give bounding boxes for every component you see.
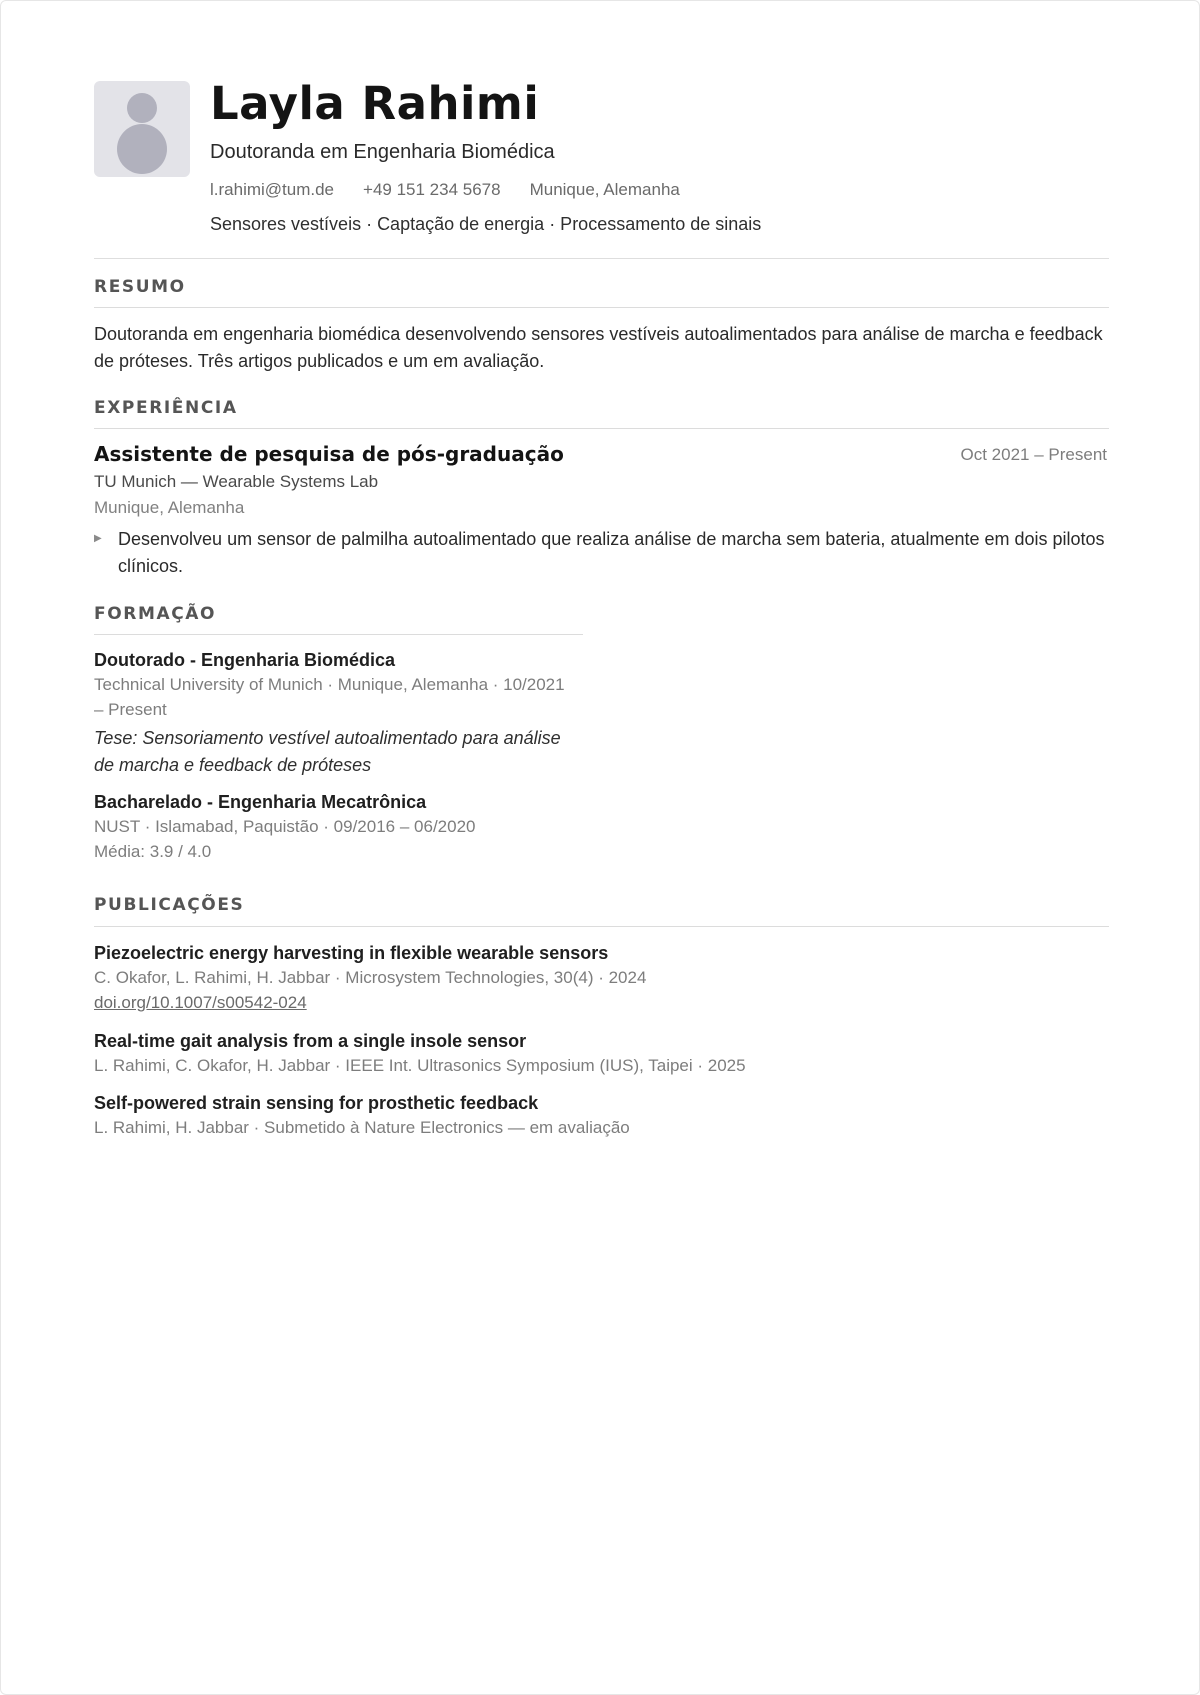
education-entry [94, 648, 574, 779]
expertise-tags: Sensores vestíveis · Captação de energia · Processamento de sinais [210, 214, 762, 234]
thesis-text: Tese: Sensoriamento vestível autoalimentado para análise de marcha e feedback de próteses [94, 728, 561, 775]
degree-meta: NUST · Islamabad, Paquistão · 09/2016 – 06/2020 [94, 817, 476, 836]
education-heading: FORMAÇÃO [94, 604, 217, 624]
degree-gpa: Média: 3.9 / 4.0 [94, 842, 212, 861]
publication-title: Piezoelectric energy harvesting in flexible wearable sensors [94, 943, 609, 963]
publication-title: Self-powered strain sensing for prosthetic feedback [94, 1093, 539, 1113]
experience-divider [94, 428, 1109, 429]
contact-location: Munique, Alemanha [529, 180, 680, 199]
candidate-name: Layla Rahimi [210, 77, 540, 130]
degree-title: Doutorado - Engenharia Biomédica [94, 650, 396, 670]
job-organization: TU Munich — Wearable Systems Lab [94, 472, 379, 491]
publication-item [94, 1091, 1114, 1140]
resume-header [94, 77, 1109, 259]
avatar [94, 81, 190, 177]
avatar-head-shape [127, 93, 157, 123]
job-title: Assistente de pesquisa de pós-graduação [94, 442, 564, 466]
publication-item [94, 1029, 1114, 1078]
publication-meta: C. Okafor, L. Rahimi, H. Jabbar · Microsystem Technologies, 30(4) · 2024 [94, 968, 647, 987]
experience-heading: EXPERIÊNCIA [94, 398, 238, 418]
contact-info [210, 180, 680, 200]
degree-title: Bacharelado - Engenharia Mecatrônica [94, 792, 427, 812]
bullet-triangle-icon: ▶ [94, 533, 102, 544]
avatar-body-shape [117, 124, 167, 174]
job-location: Munique, Alemanha [94, 498, 245, 517]
summary-text: Doutoranda em engenharia biomédica desenvolvendo sensores vestíveis autoalimentados para análise de marcha e feedback de próteses. Três artigos publicados e um em avaliação. [94, 324, 1103, 371]
email-link[interactable]: l.rahimi@tum.de [210, 180, 335, 199]
candidate-title: Doutoranda em Engenharia Biomédica [210, 141, 555, 163]
publication-meta: L. Rahimi, H. Jabbar · Submetido à Nature Electronics — em avaliação [94, 1118, 630, 1137]
education-divider [94, 634, 583, 635]
publication-doi-link[interactable]: doi.org/10.1007/s00542-024 [94, 993, 307, 1012]
education-entry [94, 790, 574, 864]
publication-title: Real-time gait analysis from a single insole sensor [94, 1031, 527, 1051]
publication-item [94, 941, 1114, 1015]
phone-number: +49 151 234 5678 [363, 180, 501, 199]
summary-divider [94, 307, 1109, 308]
publication-meta: L. Rahimi, C. Okafor, H. Jabbar · IEEE Int. Ultrasonics Symposium (IUS), Taipei · 2025 [94, 1056, 746, 1075]
publications-divider [94, 926, 1109, 927]
job-bullet: Desenvolveu um sensor de palmilha autoalimentado que realiza análise de marcha sem bateria, atualmente em dois pilotos clínicos. [118, 529, 1105, 576]
degree-meta: Technical University of Munich · Munique, Alemanha · 10/2021 – Present [94, 675, 565, 719]
job-dates: Oct 2021 – Present [960, 445, 1107, 464]
summary-heading: RESUMO [94, 277, 186, 297]
publications-heading: PUBLICAÇÕES [94, 895, 245, 915]
